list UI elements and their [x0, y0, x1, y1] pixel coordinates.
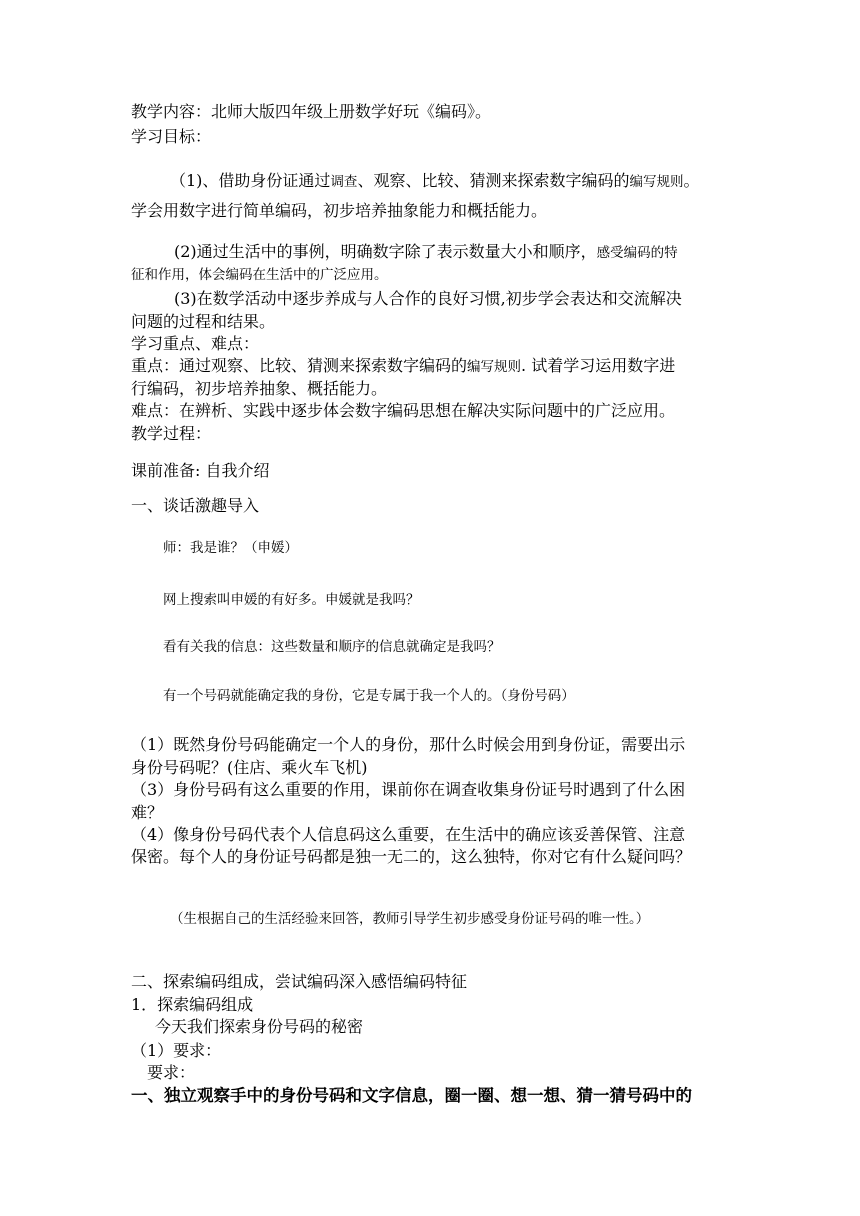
goal-1-text-d: 编写规则	[629, 174, 684, 190]
search-name-line: 网上搜索叫申媛的有好多。申媛就是我吗？	[163, 592, 420, 608]
pre-class-line: 课前准备: 自我介绍	[131, 461, 270, 480]
requirement-1-heading: （1）要求：	[131, 1041, 222, 1060]
difficulty-line: 难点：在辨析、实践中逐步体会数字编码思想在解决实际问题中的广泛应用。	[131, 401, 676, 420]
question-1-line-1: （1）既然身份号码能确定一个人的身份，那什么时候会用到身份证，需要出示	[131, 735, 686, 754]
teaching-content-line: 教学内容：北师大版四年级上册数学好玩《编码》。	[131, 102, 492, 121]
goal-3-line-1: (3)在数学活动中逐步养成与人合作的良好习惯,初步学会表达和交流解决	[174, 289, 682, 308]
bold-instruction-line: 一、独立观察手中的身份号码和文字信息，圈一圈、想一想、猜一猜号码中的	[131, 1086, 692, 1105]
goal-1-line-2: 学会用数字进行简单编码，初步培养抽象能力和概括能力。	[131, 201, 548, 220]
goal-1-text-b: 调查	[330, 174, 358, 190]
key-point-line-2: 行编码，初步培养抽象、概括能力。	[131, 379, 388, 398]
goal-1-text-c: 、观察、比较、猜测来探索数字编码的	[357, 171, 630, 190]
teacher-who-am-i: 师：我是谁？（申媛）	[163, 540, 298, 556]
goal-2-text-b: 感受编码的特	[596, 245, 678, 261]
today-explore-line: 今天我们探索身份号码的秘密	[155, 1017, 364, 1036]
goal-1-text-a: （1)、借助身份证通过	[170, 171, 331, 190]
section-2-heading: 二、探索编码组成，尝试编码深入感悟编码特征	[131, 972, 468, 991]
goal-3-line-2: 问题的过程和结果。	[131, 312, 276, 331]
goal-2-line-1	[174, 244, 678, 261]
goal-2-line-2: 征和作用，体会编码在生活中的广泛应用。	[131, 267, 388, 283]
question-1-line-2: 身份号码呢？(住店、乘火车飞机)	[131, 758, 368, 777]
teaching-process-heading: 教学过程：	[131, 424, 212, 443]
section-1-heading: 一、谈话激趣导入	[131, 496, 260, 515]
key-point-text-a: 重点：通过观察、比较、猜测来探索数字编码的	[131, 356, 468, 375]
goal-2-text-a: (2)通过生活中的事例，明确数字除了表示数量大小和顺序，	[174, 242, 597, 261]
info-question-line: 看有关我的信息：这些数量和顺序的信息就确定是我吗？	[163, 639, 501, 655]
id-number-line: 有一个号码就能确定我的身份，它是专属于我一个人的。（身份号码）	[163, 688, 575, 704]
key-point-line-1	[131, 358, 675, 375]
key-point-text-c: . 试着学习运用数字进	[521, 356, 676, 375]
goal-1-text-e: 。	[683, 171, 700, 190]
goal-1-line-1	[170, 173, 699, 190]
learning-goals-heading: 学习目标：	[131, 127, 212, 146]
subsection-1-heading: 1．探索编码组成	[131, 995, 254, 1014]
question-4-line-1: （4）像身份号码代表个人信息码这么重要，在生活中的确应该妥善保管、注意	[131, 825, 686, 844]
student-answer-note: （生根据自己的生活经验来回答，教师引导学生初步感受身份证号码的唯一性。）	[170, 911, 650, 927]
question-3-line-2: 难？	[131, 803, 164, 822]
requirement-label: 要求：	[147, 1063, 196, 1082]
question-3-line-1: （3）身份号码有这么重要的作用，课前你在调查收集身份证号时遇到了什么困	[131, 780, 686, 799]
key-points-heading: 学习重点、难点：	[131, 334, 260, 353]
question-4-line-2: 保密。每个人的身份证号码都是独一无二的，这么独特，你对它有什么疑问吗？	[131, 847, 692, 866]
key-point-text-b: 编写规则	[467, 359, 522, 375]
